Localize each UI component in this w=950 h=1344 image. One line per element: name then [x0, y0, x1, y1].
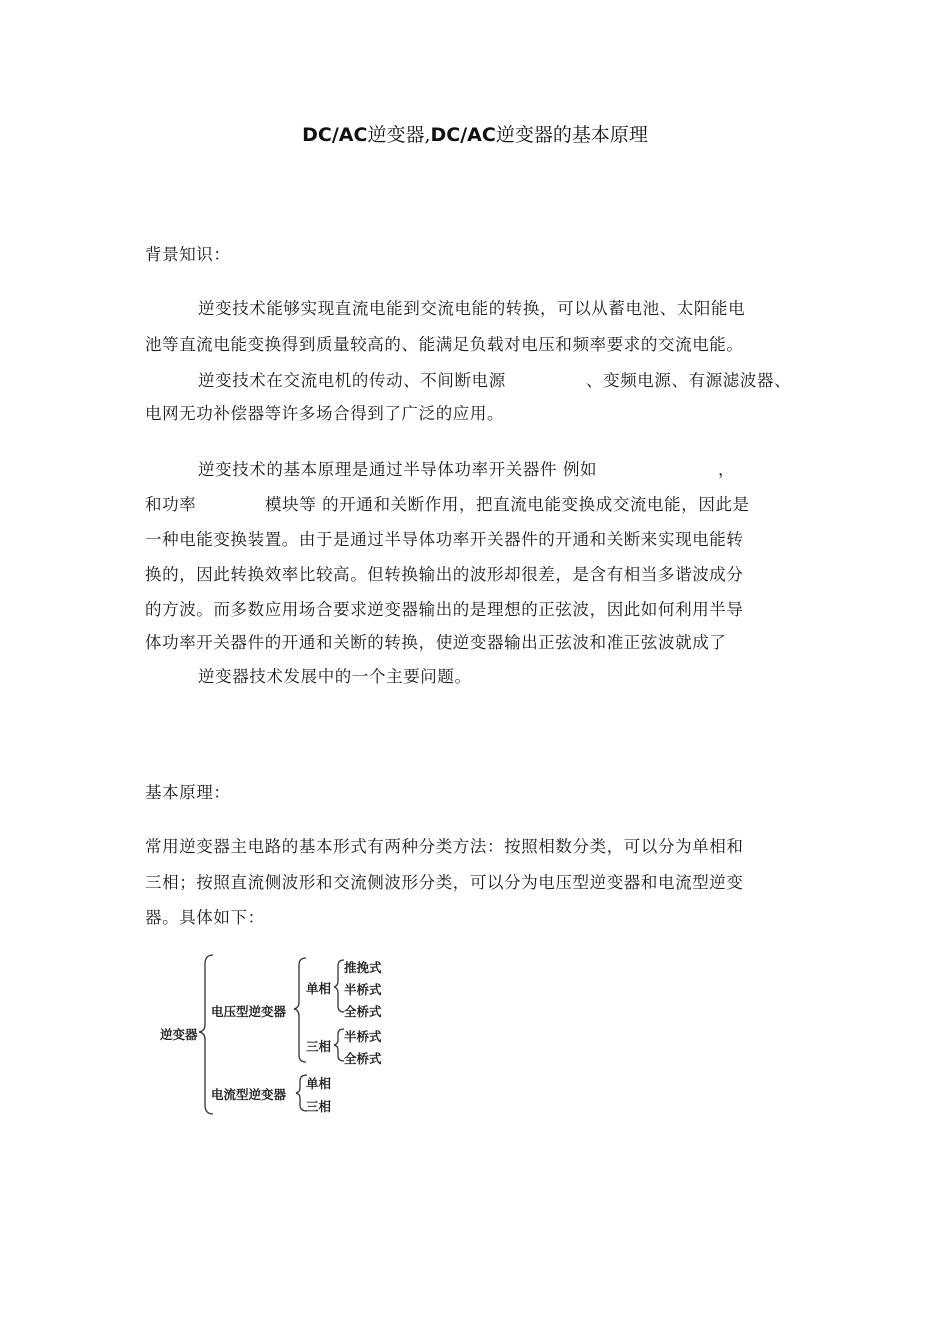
diagram-current-single: 单相 — [306, 1076, 332, 1091]
title-part1: DC/AC — [302, 124, 368, 146]
para3-line1b: ， — [718, 460, 736, 479]
para3-line2b: 模块等 的开通和关断作用，把直流电能变换成交流电能，因此是 — [265, 495, 750, 514]
para4-line2: 三相；按照直流侧波形和交流侧波形分类，可以分为电压型逆变器和电流型逆变 — [145, 873, 744, 892]
diagram-voltage-type: 电压型逆变器 — [211, 1004, 287, 1019]
para3-line3: 一种电能变换装置。由于是通过半导体功率开关器件的开通和关断来实现电能转 — [145, 530, 744, 549]
background-heading: 背景知识： — [145, 245, 231, 264]
diagram-single-phase: 单相 — [306, 981, 332, 996]
para3-line5: 的方波。而多数应用场合要求逆变器输出的是理想的正弦波，因此如何利用半导 — [145, 600, 744, 619]
title-part3: DC/AC — [430, 124, 496, 146]
diagram-full-bridge: 全桥式 — [344, 1004, 382, 1019]
diagram-three-phase: 三相 — [306, 1039, 332, 1054]
title-part4: 逆变器的基本原理 — [495, 124, 648, 146]
diagram-current-type: 电流型逆变器 — [211, 1087, 287, 1102]
para2-line1b: 、变频电源、有源滤波器、 — [586, 371, 792, 390]
para2-line2: 电网无功补偿器等许多场合得到了广泛的应用。 — [145, 404, 505, 423]
para3-line6: 体功率开关器件的开通和关断的转换，使逆变器输出正弦波和准正弦波就成了 — [145, 633, 727, 652]
para4-line3: 器。具体如下： — [145, 908, 265, 927]
diagram-root: 逆变器 — [160, 1027, 198, 1042]
para3-line2a: 和功率 — [145, 495, 197, 514]
para1-line2: 池等直流电能变换得到质量较高的、能满足负载对电压和频率要求的交流电能。 — [145, 335, 744, 354]
principle-heading: 基本原理： — [145, 783, 231, 802]
diagram-full-bridge-3: 全桥式 — [344, 1051, 382, 1066]
brace-voltage — [294, 958, 306, 1062]
para3-line4: 换的，因此转换效率比较高。但转换输出的波形却很差，是含有相当多谐波成分 — [145, 565, 744, 584]
para3-line1a: 逆变技术的基本原理是通过半导体功率开关器件 例如 — [198, 460, 598, 479]
brace-three — [334, 1029, 344, 1061]
para3-line7: 逆变器技术发展中的一个主要问题。 — [198, 667, 472, 686]
title-part2: 逆变器, — [367, 124, 431, 146]
diagram-half-bridge-3: 半桥式 — [344, 1029, 382, 1044]
brace-single — [334, 960, 344, 1012]
diagram-current-three: 三相 — [306, 1099, 332, 1114]
diagram-push-pull: 推挽式 — [344, 960, 382, 975]
para2-line1a: 逆变技术在交流电机的传动、不间断电源 — [198, 371, 506, 390]
para1-line1: 逆变技术能够实现直流电能到交流电能的转换，可以从蓄电池、太阳能电 — [198, 299, 746, 318]
diagram-half-bridge: 半桥式 — [344, 982, 382, 997]
para4-line1: 常用逆变器主电路的基本形式有两种分类方法：按照相数分类，可以分为单相和 — [145, 837, 744, 856]
